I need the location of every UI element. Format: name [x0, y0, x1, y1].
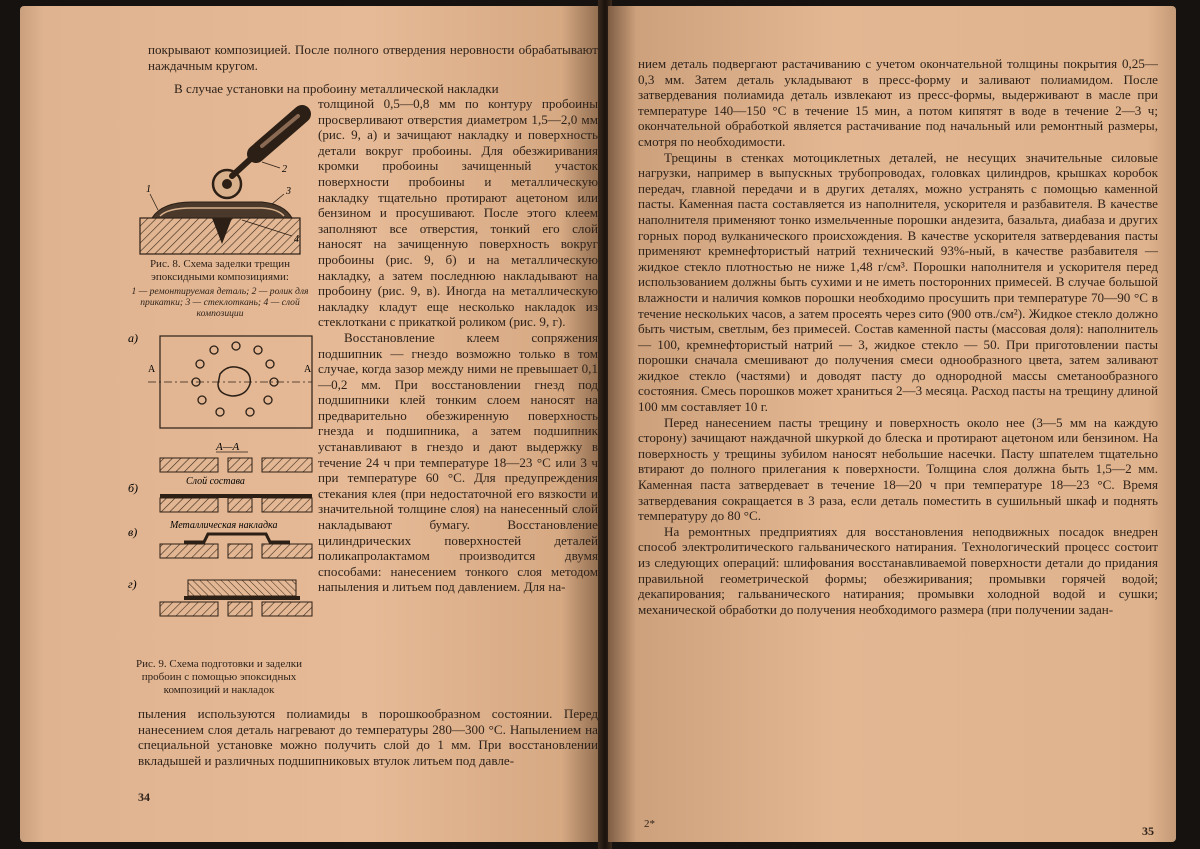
paragraph: Перед нанесением пасты трещину и поверхность около нее (3—5 мм на каждую сторону) зачищают наждачной шкуркой до блеска и протирают ацетоном или бензином. На поверхность у трещины зубилом наносят небольшие насечки. Пасту шпателем тщательно втирают до полного прилегания к поверхности. Толщина слоя должна быть 1,5—2 мм. Каменная паста затвердевает в течение 18—20 ч при температуре 18—23 °С. Время затвердевания сокращается в 3 раза, если деталь поместить в сушильный шкаф и поднять температуру до 80 °С.	[638, 414, 1158, 524]
fig9-label-d: г)	[128, 577, 137, 591]
open-book	[12, 0, 1190, 849]
label-glue-layer: Слой состава	[186, 476, 245, 487]
section-mark-left: А	[148, 364, 156, 375]
section-mark-right: А	[304, 364, 312, 375]
left-top-text	[148, 42, 598, 73]
fig9-label-c: в)	[128, 525, 138, 539]
drilled-holes	[192, 342, 278, 416]
figure-9-caption: Рис. 9. Схема подготовки и заделки пробоин с помощью эпоксидных композиций и накладок	[135, 658, 302, 696]
paragraph: В случае установки на пробоину металлической накладки	[174, 81, 499, 96]
fig8-label-2: 2	[282, 164, 287, 175]
figure-8-drawing	[132, 98, 312, 258]
left-column-text	[318, 96, 598, 595]
section-aa-left	[160, 458, 218, 472]
page-number-right: 35	[1142, 824, 1154, 838]
paragraph: Трещины в стенках мотоциклетных деталей, не несущих значительные силовые нагрузки, например в выпускных трубопроводах, головках цилиндров, крышках коробок передач, главной передачи и в других деталях, можно устранять с помощью каменной пасты. Каменная паста составляется из наполнителя, ускорителя и разбавителя. В качестве наполнителя применяют тонко измельченные порошки андезита, базальта, диабаза и других горных пород вулканического происхождения. В качестве ускорителя затвердевания пасты применяют кремнефтористый натрий технический 93%-ный, в качестве разбавителя — жидкое стекло плотностью не ниже 1,48 г/см³. Порошки наполнителя и ускорителя перед использованием должны быть сухими и не иметь посторонних примесей. В случае большой влажности и наличия комков порошки необходимо просушить при температуре 70—90 °С в течение нескольких часов, а затем просеять через сито (900 отв./см²). Жидкое стекло должно быть чистым, светлым, без примесей. Состав каменной пасты (массовая доля): наполнитель — 100, кремнефтористый натрий — 3, жидкое стекло — 50. При приготовлении пасты порошки сначала смешивают до получения смеси однообразного цвета, затем заливают жидкое стекло (частями) и доводят пасту до однородной массы сметанообразного состояния. Смесь порошков может храниться 2—3 месяца. Расход пасты на трещину длиной 100 мм составляет 10 г.	[638, 149, 1158, 415]
metal-plate	[184, 534, 290, 542]
right-page	[608, 6, 1176, 842]
paragraph: нием деталь подвергают растачиванию с учетом окончательной толщины покрытия 0,25—0,3 мм. Затем деталь укладывают в пресс-форму и заливают полиамидом. После затвердевания полиамида деталь извлекают из пресс-формы, выдерживают в масле при температуре 140—150 °С в течение 15 мин, а потом кипятят в воде в течение 2—3 ч; окончательной обработкой является растачивание под начальный или ремонтный размеры, смотря по необходимости.	[638, 56, 1158, 149]
fig9-label-b: б)	[128, 481, 139, 495]
figure-9-drawing	[124, 328, 314, 658]
signature-mark: 2*	[644, 818, 655, 830]
paragraph: На ремонтных предприятиях для восстановления неподвижных посадок внедрен способ электролитического гальванического натирания. Технологический процесс состоит из следующих операций: шлифования восстанавливаемой поверхности детали до придания правильной геометрической формы; обезжиривания; промывки горячей водой; декапирования; гальванического натирания; промывки холодной водой и сушки; механической обработки до получения необходимого размера (при получении задан-	[638, 523, 1158, 617]
fig8-label-4: 4	[294, 234, 299, 245]
paragraph: Восстановление клеем сопряжения подшипник — гнездо возможно только в том случае, когда зазор между ними не превышает 0,1—0,2 мм. При восстановлении гнезд под подшипники клей тонким слоем наносят на предварительно обезжиренную поверхность гнезда и подшипника, а затем подшипник устанавливают в гнездо и дают выдержку в течение 24 ч при температуре 18—23 °С или 3 ч при температуре 60 °С. Для предупреждения стекания клея (при недостаточной его вязкости и значительной толщине слоя) на нанесенный слой накладывают бумагу. Восстановление цилиндрических поверхностей деталей поликапролактамом производится двумя способами: нанесением тонкого слоя методом напыления и литьем под давлением. Для на-	[318, 329, 598, 595]
section-title: А—А	[216, 441, 240, 453]
figure-8-legend: 1 — ремонтируемая деталь; 2 — ролик для прикатки; 3 — стеклоткань; 4 — слой композиции	[131, 286, 309, 319]
fig9-label-a: а)	[128, 331, 138, 345]
fiberglass-patches	[188, 580, 296, 596]
puncture-hole	[218, 367, 250, 396]
right-column-text	[638, 56, 1158, 617]
paragraph: толщиной 0,5—0,8 мм по контуру пробоины просверливают отверстия диаметром 1,5—2,0 мм (рис. 9, а) и зачищают накладку и поверхность детали вокруг пробоины. Для обезжиривания кромки пробоины зачищенный участок поверхности пробоины и металлическую накладку тщательно протирают ацетоном или бензином и просушивают. После этого клеем заполняют все отверстия, тонкий его слой наносят на зачищенную поверхность вокруг пробоины (рис. 9, б) и на металлическую накладку, а затем последнюю накладывают на пробоину (рис. 9, в). Иногда на металлическую накладку кладут еще несколько накладок из стеклоткани с прикаткой роликом (рис. 9, г).	[318, 96, 598, 330]
paragraph: покрывают композицией. После полного отвердения неровности обрабатывают наждачным кругом.	[148, 42, 598, 73]
figure-8-caption: Рис. 8. Схема заделки трещин эпоксидными композициями:	[149, 258, 291, 283]
fig8-label-1: 1	[146, 184, 151, 195]
left-bottom-text	[138, 706, 598, 768]
page-number-left: 34	[138, 790, 150, 804]
paragraph: пыления используются полиамиды в порошкообразном состоянии. Перед нанесением слоя деталь нагревают до температуры 280—300 °С. Напылением на специальной установке можно получить слой до 1 мм. При восстановлении вкладышей и различных подшипниковых втулок литьем под давле-	[138, 706, 598, 768]
left-intro-line	[148, 81, 598, 97]
label-metal-plate: Металлическая накладка	[170, 520, 278, 531]
glue-layer	[160, 494, 312, 498]
left-page	[20, 6, 602, 842]
fig8-label-3: 3	[286, 186, 291, 197]
